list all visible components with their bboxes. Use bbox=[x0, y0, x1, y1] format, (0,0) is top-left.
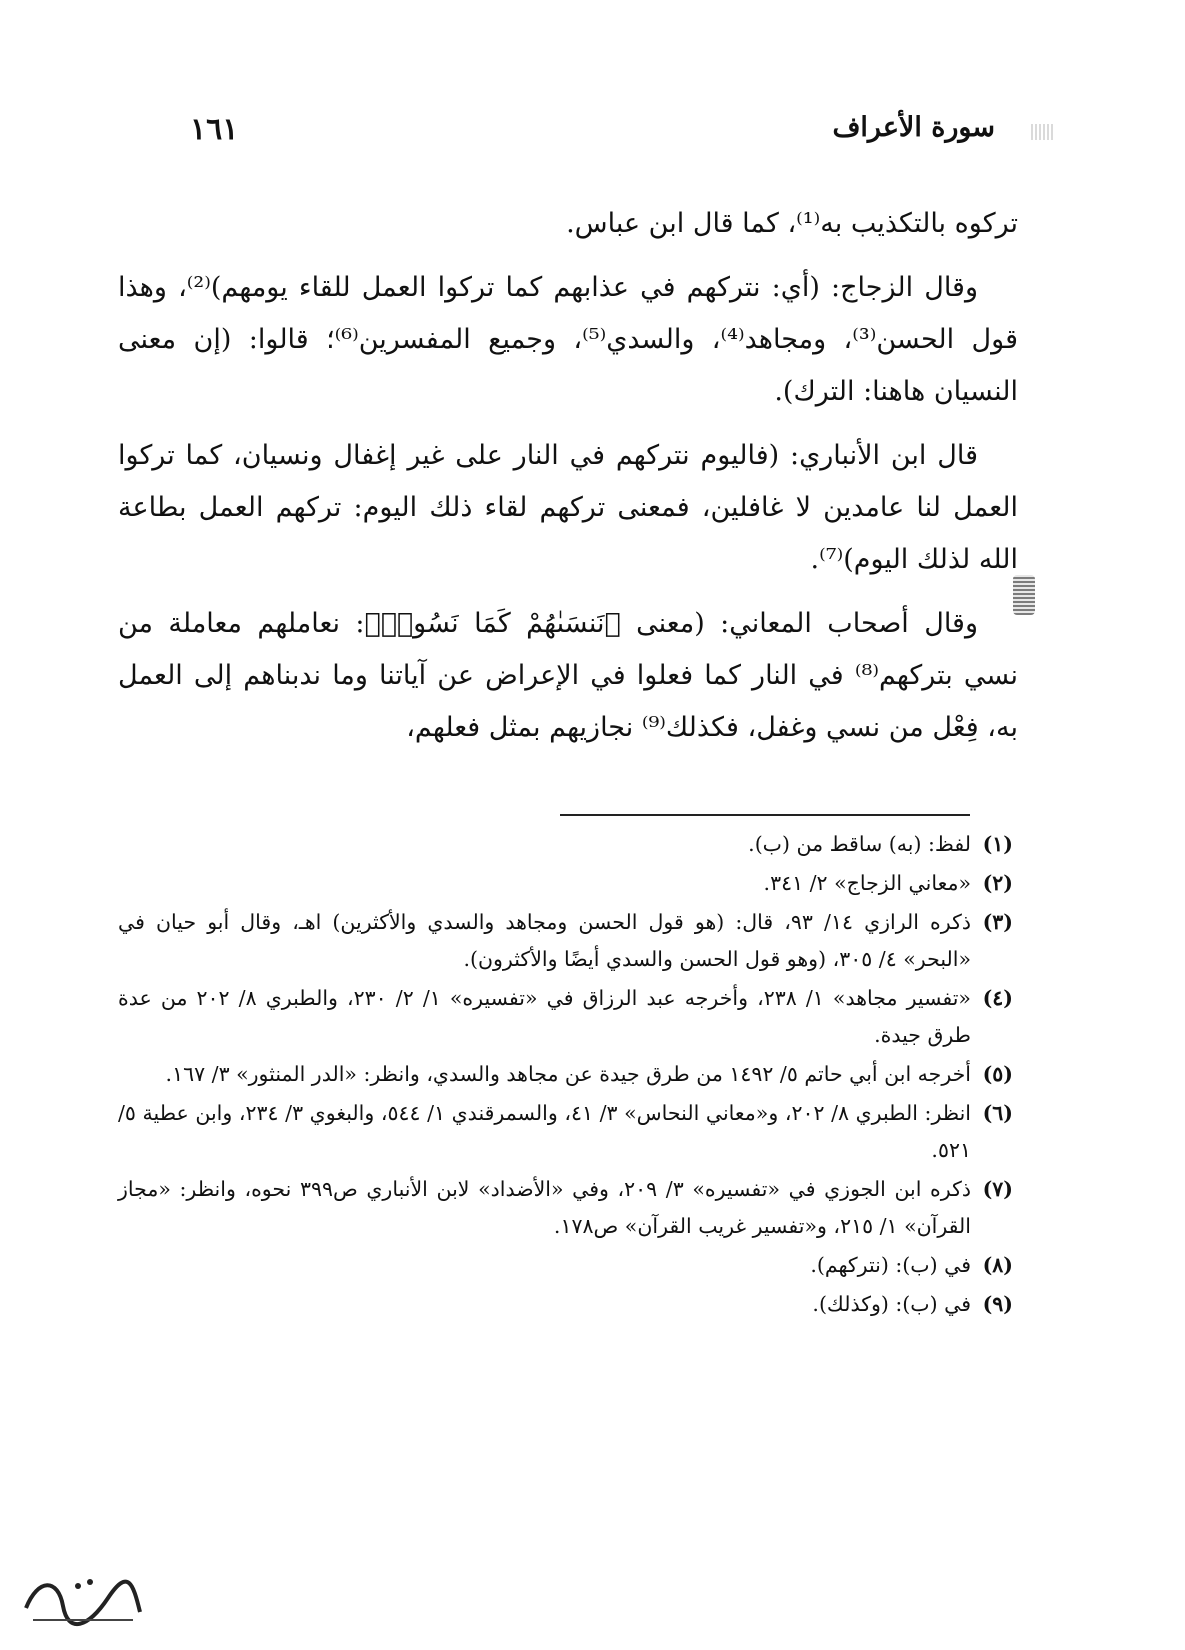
footnote bbox=[118, 865, 1013, 902]
footnote-text: انظر: الطبري ٨/ ٢٠٢، و«معاني النحاس» ٣/ ٤١، والسمرقندي ١/ ٥٤٤، والبغوي ٣/ ٢٣٤، وابن عطية ٥/ ٥٢١. bbox=[118, 1101, 971, 1162]
paragraph: وقال أصحاب المعاني: (معنى ﴿نَنسَىٰهُمْ كَمَا نَسُوا۟﴾: نعاملهم معاملة من نسي بتركهم⁽⁸⁾ في النار كما فعلوا في الإعراض عن آياتنا وما ندبناهم إلى العمل به، فِعْل من نسي وغفل، فكذلك⁽⁹⁾ نجازيهم بمثل فعلهم، bbox=[118, 608, 1018, 743]
footnote-number: (٦) bbox=[982, 1101, 1013, 1125]
footnote-text: في (ب): (وكذلك). bbox=[812, 1292, 971, 1316]
footnote-text: ذكره الرازي ١٤/ ٩٣، قال: (هو قول الحسن ومجاهد والسدي والأكثرين) اهـ، وقال أبو حيان في «البحر» ٤/ ٣٠٥، (وهو قول الحسن والسدي أيضًا والأكثرون). bbox=[118, 910, 971, 971]
footnote-text: «معاني الزجاج» ٢/ ٣٤١. bbox=[763, 871, 971, 895]
paragraph: قال ابن الأنباري: (فاليوم نتركهم في النار على غير إغفال ونسيان، كما تركوا العمل لنا عامدين لا غافلين، فمعنى تركهم لقاء ذلك اليوم: تركهم العمل بطاعة الله لذلك اليوم)⁽⁷⁾. bbox=[118, 440, 1018, 575]
footnotes bbox=[118, 826, 1013, 1325]
footnote bbox=[118, 1056, 1013, 1093]
footnote-number: (٤) bbox=[982, 986, 1013, 1010]
paragraph: وقال الزجاج: (أي: نتركهم في عذابهم كما تركوا العمل للقاء يومهم)⁽²⁾، وهذا قول الحسن⁽³⁾، ومجاهد⁽⁴⁾، والسدي⁽⁵⁾، وجميع المفسرين⁽⁶⁾؛ قالوا: (إن معنى النسيان هاهنا: الترك). bbox=[118, 272, 1019, 407]
footnote-text: لفظ: (به) ساقط من (ب). bbox=[748, 832, 971, 856]
footnote-number: (٢) bbox=[982, 871, 1013, 895]
surah-title: سورة الأعراف bbox=[832, 112, 995, 143]
footnote bbox=[118, 904, 1013, 978]
corner-ornament-icon bbox=[1031, 124, 1055, 140]
footnote-text: في (ب): (نتركهم). bbox=[810, 1253, 971, 1277]
footnote bbox=[118, 1247, 1013, 1284]
main-text bbox=[118, 198, 1018, 766]
footnote-text: «تفسير مجاهد» ١/ ٢٣٨، وأخرجه عبد الرزاق في «تفسيره» ١/ ٢/ ٢٣٠، والطبري ٨/ ٢٠٢ من عدة طرق جيدة. bbox=[118, 986, 971, 1047]
footnote bbox=[118, 1095, 1013, 1169]
paragraph: تركوه بالتكذيب به⁽¹⁾، كما قال ابن عباس. bbox=[566, 208, 1018, 239]
footnote bbox=[118, 1286, 1013, 1323]
footnote-number: (١) bbox=[982, 832, 1013, 856]
footnote-text: ذكره ابن الجوزي في «تفسيره» ٣/ ٢٠٩، وفي «الأضداد» لابن الأنباري ص٣٩٩ نحوه، وانظر: «مجاز القرآن» ١/ ٢١٥، و«تفسير غريب القرآن» ص١٧٨. bbox=[118, 1177, 971, 1238]
footnote-number: (٨) bbox=[982, 1253, 1013, 1277]
footnote bbox=[118, 980, 1013, 1054]
footnote-number: (٣) bbox=[982, 910, 1013, 934]
publisher-logo-icon bbox=[18, 1568, 148, 1634]
footnote-divider bbox=[560, 814, 970, 816]
footnote-number: (٩) bbox=[982, 1292, 1013, 1316]
footnote-text: أخرجه ابن أبي حاتم ٥/ ١٤٩٢ من طرق جيدة عن مجاهد والسدي، وانظر: «الدر المنثور» ٣/ ١٦٧. bbox=[165, 1062, 971, 1086]
footnote-number: (٧) bbox=[982, 1177, 1013, 1201]
footnote bbox=[118, 826, 1013, 863]
page-header bbox=[190, 112, 1005, 162]
page-number: ١٦١ bbox=[190, 112, 239, 147]
footnote bbox=[118, 1171, 1013, 1245]
footnote-number: (٥) bbox=[982, 1062, 1013, 1086]
